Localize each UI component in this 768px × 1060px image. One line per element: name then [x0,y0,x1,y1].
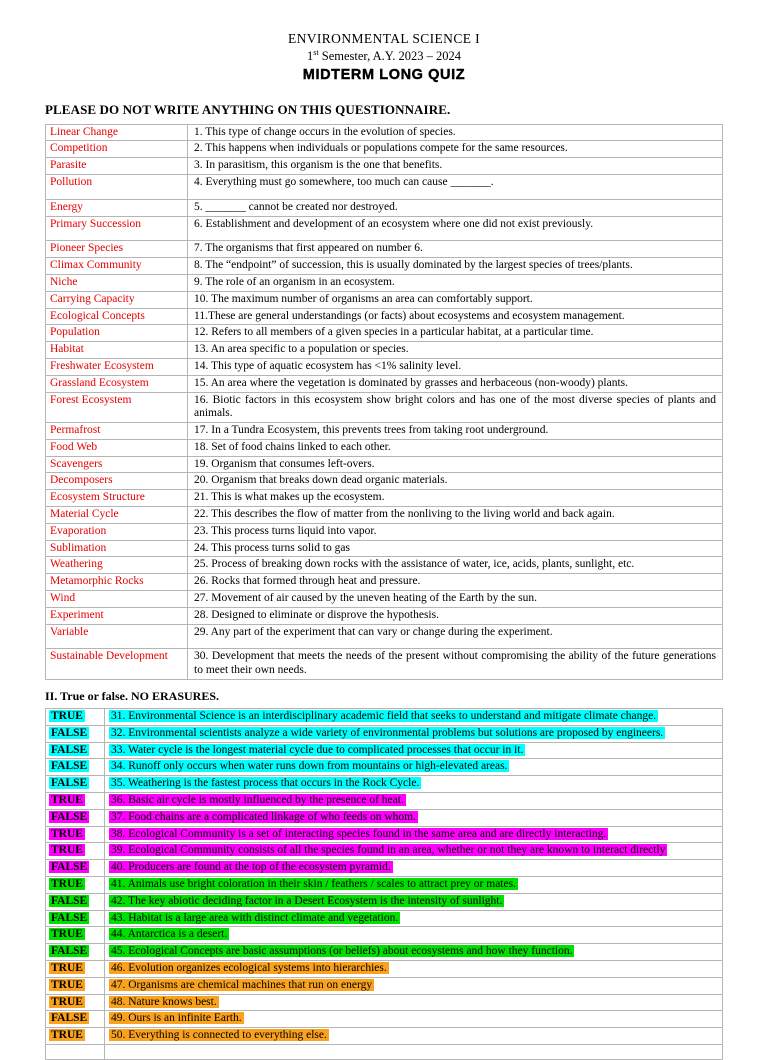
tf-statement-text: 34. Runoff only occurs when water runs down from mountains or high-elevated areas. [111,760,508,773]
tf-statement-cell [105,776,723,793]
tf-answer-label: FALSE [51,743,88,756]
question-cell: 2. This happens when individuals or populations compete for the same resources. [188,141,723,158]
answer-cell: Ecological Concepts [46,308,188,325]
answer-cell: Sublimation [46,540,188,557]
tf-answer-cell [46,1044,105,1059]
answer-cell: Freshwater Ecosystem [46,358,188,375]
truefalse-row [46,826,723,843]
tf-answer-cell [46,860,105,877]
tf-answer-cell [46,843,105,860]
answer-cell: Evaporation [46,523,188,540]
truefalse-row [46,759,723,776]
section2-heading: II. True or false. NO ERASURES. [45,689,220,704]
tf-answer-cell [46,944,105,961]
tf-statement-cell [105,977,723,994]
answer-cell: Competition [46,141,188,158]
matching-row [46,540,723,557]
tf-statement-cell [105,994,723,1011]
matching-row [46,258,723,275]
matching-row [46,574,723,591]
truefalse-row [46,977,723,994]
question-cell: 15. An area where the vegetation is dominated by grasses and herbaceous (non-woody) plants. [188,375,723,392]
tf-statement-cell [105,860,723,877]
tf-statement-text: 33. Water cycle is the longest material cycle due to complicated processes that occur in it. [111,743,524,756]
answer-cell: Pollution [46,174,188,199]
tf-statement-text: 42. The key abiotic deciding factor in a Desert Ecosystem is the intensity of sunlight. [111,894,503,907]
matching-row [46,241,723,258]
matching-row [46,490,723,507]
quiz-title: MIDTERM LONG QUIZ [302,67,466,84]
semester-line [45,48,723,65]
matching-row [46,473,723,490]
truefalse-row [46,893,723,910]
matching-row [46,423,723,440]
tf-statement-cell [105,1028,723,1045]
question-cell: 4. Everything must go somewhere, too much can cause _______. [188,174,723,199]
answer-cell: Climax Community [46,258,188,275]
question-cell: 20. Organism that breaks down dead organic materials. [188,473,723,490]
tf-answer-label: FALSE [51,810,88,823]
tf-answer-label: TRUE [51,794,83,807]
tf-statement-text: 39. Ecological Community consists of all the species found in an area, whether or not they are known to interact directly [111,844,666,857]
question-cell: 16. Biotic factors in this ecosystem show bright colors and has one of the most diverse species of plants and animals. [188,392,723,423]
course-title: ENVIRONMENTAL SCIENCE I [287,31,481,46]
matching-row [46,557,723,574]
matching-row [46,308,723,325]
tf-statement-text: 38. Ecological Community is a set of interacting species found in the same area and are directly interacting. [111,827,607,840]
matching-row [46,216,723,241]
truefalse-row [46,793,723,810]
answer-cell: Linear Change [46,124,188,141]
answer-cell: Decomposers [46,473,188,490]
question-cell: 3. In parasitism, this organism is the one that benefits. [188,158,723,175]
matching-row [46,199,723,216]
tf-answer-label: FALSE [51,777,88,790]
truefalse-row [46,1011,723,1028]
semester-ordinal: st [313,48,319,58]
semester-rest: Semester, A.Y. 2023 – 2024 [318,49,461,64]
question-cell: 12. Refers to all members of a given species in a particular habitat, at a particular time. [188,325,723,342]
answer-cell: Scavengers [46,456,188,473]
question-cell: 6. Establishment and development of an ecosystem where one did not exist previously. [188,216,723,241]
question-cell: 28. Designed to eliminate or disprove the hypothesis. [188,607,723,624]
question-cell: 19. Organism that consumes left-overs. [188,456,723,473]
answer-cell: Parasite [46,158,188,175]
truefalse-row [46,927,723,944]
tf-answer-label: TRUE [51,844,83,857]
tf-statement-cell [105,742,723,759]
truefalse-row [46,860,723,877]
matching-row [46,624,723,649]
truefalse-row [46,1044,723,1059]
matching-row [46,274,723,291]
question-cell: 29. Any part of the experiment that can vary or change during the experiment. [188,624,723,649]
tf-statement-text: 47. Organisms are chemical machines that run on energy [111,978,373,991]
tf-statement-text: 49. Ours is an infinite Earth. [111,1012,242,1025]
question-cell: 8. The “endpoint” of succession, this is usually dominated by the largest species of trees/plants. [188,258,723,275]
question-cell: 14. This type of aquatic ecosystem has <1% salinity level. [188,358,723,375]
answer-cell: Habitat [46,342,188,359]
tf-answer-label: TRUE [51,827,83,840]
matching-row [46,174,723,199]
tf-answer-cell [46,776,105,793]
answer-cell: Permafrost [46,423,188,440]
question-cell: 27. Movement of air caused by the uneven heating of the Earth by the sun. [188,591,723,608]
answer-cell: Pioneer Species [46,241,188,258]
tf-statement-text: 31. Environmental Science is an interdisciplinary academic field that seeks to understand and mitigate climate change. [111,710,657,723]
truefalse-row [46,994,723,1011]
semester-prefix: 1 [307,49,314,64]
answer-cell: Carrying Capacity [46,291,188,308]
tf-answer-label: FALSE [51,911,88,924]
tf-answer-label: FALSE [51,760,88,773]
tf-statement-text: 41. Animals use bright coloration in their skin / feathers / scales to attract prey or mates. [111,878,516,891]
matching-row [46,325,723,342]
tf-statement-cell [105,961,723,978]
question-cell: 22. This describes the flow of matter from the nonliving to the living world and back again. [188,507,723,524]
matching-row [46,141,723,158]
truefalse-row [46,725,723,742]
tf-statement-cell [105,927,723,944]
tf-answer-cell [46,742,105,759]
tf-statement-cell [105,893,723,910]
truefalse-row [46,944,723,961]
tf-statement-cell [105,944,723,961]
tf-answer-cell [46,809,105,826]
question-cell: 23. This process turns liquid into vapor. [188,523,723,540]
matching-row [46,158,723,175]
tf-answer-cell [46,893,105,910]
tf-statement-cell [105,809,723,826]
tf-statement-text: 37. Food chains are a complicated linkage of who feeds on whom. [111,810,416,823]
truefalse-row [46,776,723,793]
matching-row [46,591,723,608]
document-header [45,30,723,86]
matching-row [46,649,723,680]
tf-answer-cell [46,793,105,810]
tf-answer-cell [46,927,105,944]
tf-answer-label: TRUE [51,1029,83,1042]
matching-row [46,375,723,392]
tf-statement-text: 44. Antarctica is a desert. [111,928,228,941]
tf-statement-cell [105,709,723,726]
truefalse-row [46,910,723,927]
tf-answer-label: TRUE [51,995,83,1008]
tf-statement-cell [105,843,723,860]
tf-statement-text: 32. Environmental scientists analyze a wide variety of environmental problems but solutions are proposed by engineers. [111,726,664,739]
tf-answer-label: TRUE [51,978,83,991]
tf-statement-cell [105,759,723,776]
tf-answer-cell [46,877,105,894]
matching-row [46,342,723,359]
question-cell: 24. This process turns solid to gas [188,540,723,557]
tf-answer-cell [46,1028,105,1045]
tf-statement-text: 46. Evolution organizes ecological systems into hierarchies. [111,962,387,974]
answer-cell: Experiment [46,607,188,624]
question-cell: 10. The maximum number of organisms an area can comfortably support. [188,291,723,308]
tf-answer-label: FALSE [51,726,88,739]
tf-answer-cell [46,994,105,1011]
question-cell: 9. The role of an organism in an ecosystem. [188,274,723,291]
tf-statement-cell [105,725,723,742]
answer-cell: Ecosystem Structure [46,490,188,507]
tf-statement-cell [105,826,723,843]
tf-answer-cell [46,826,105,843]
tf-statement-cell [105,1044,723,1059]
matching-row [46,392,723,423]
answer-cell: Forest Ecosystem [46,392,188,423]
tf-statement-text: 50. Everything is connected to everything else. [111,1029,327,1042]
tf-answer-cell [46,910,105,927]
answer-cell: Energy [46,199,188,216]
truefalse-row [46,1028,723,1045]
answer-cell: Food Web [46,439,188,456]
question-cell: 7. The organisms that first appeared on number 6. [188,241,723,258]
tf-statement-cell [105,910,723,927]
tf-answer-label: FALSE [51,894,88,907]
tf-answer-cell [46,977,105,994]
answer-cell: Population [46,325,188,342]
tf-answer-cell [46,709,105,726]
answer-cell: Wind [46,591,188,608]
tf-answer-cell [46,759,105,776]
question-cell: 13. An area specific to a population or species. [188,342,723,359]
matching-row [46,507,723,524]
truefalse-row [46,742,723,759]
tf-answer-cell [46,725,105,742]
instruction-line: PLEASE DO NOT WRITE ANYTHING ON THIS QUESTIONNAIRE. [45,101,451,117]
tf-statement-cell [105,1011,723,1028]
question-cell: 5. _______ cannot be created nor destroyed. [188,199,723,216]
truefalse-row [46,843,723,860]
tf-answer-cell [46,961,105,978]
answer-cell: Weathering [46,557,188,574]
truefalse-row [46,809,723,826]
matching-row [46,523,723,540]
tf-answer-cell [46,1011,105,1028]
matching-row [46,439,723,456]
tf-answer-label: TRUE [51,962,83,974]
answer-cell: Material Cycle [46,507,188,524]
tf-statement-text: 43. Habitat is a large area with distinct climate and vegetation. [111,911,399,924]
tf-statement-text: 35. Weathering is the fastest process that occurs in the Rock Cycle. [111,777,420,790]
tf-answer-label: FALSE [51,1012,88,1025]
answer-cell: Grassland Ecosystem [46,375,188,392]
answer-cell: Variable [46,624,188,649]
question-cell: 25. Process of breaking down rocks with the assistance of water, ice, acids, plants, sunlight, etc. [188,557,723,574]
truefalse-table [45,708,723,1060]
tf-statement-cell [105,877,723,894]
tf-statement-text: 40. Producers are found at the top of the ecosystem pyramid. [111,861,391,874]
matching-row [46,291,723,308]
answer-cell: Niche [46,274,188,291]
tf-statement-text: 48. Nature knows best. [111,995,217,1008]
answer-cell: Sustainable Development [46,649,188,680]
answer-cell: Metamorphic Rocks [46,574,188,591]
tf-statement-cell [105,793,723,810]
tf-answer-label: TRUE [51,710,83,723]
question-cell: 26. Rocks that formed through heat and pressure. [188,574,723,591]
question-cell: 11.These are general understandings (or facts) about ecosystems and ecosystem management. [188,308,723,325]
question-cell: 1. This type of change occurs in the evolution of species. [188,124,723,141]
tf-answer-label: FALSE [51,861,88,874]
question-cell: 18. Set of food chains linked to each other. [188,439,723,456]
matching-table [45,124,723,681]
matching-row [46,456,723,473]
matching-row [46,124,723,141]
matching-table-body [46,124,723,680]
tf-statement-text: 36. Basic air cycle is mostly influenced by the presence of heat. [111,794,404,807]
tf-answer-label: TRUE [51,878,83,891]
question-cell: 17. In a Tundra Ecosystem, this prevents trees from taking root underground. [188,423,723,440]
truefalse-row [46,961,723,978]
tf-answer-label: FALSE [51,945,88,958]
answer-cell: Primary Succession [46,216,188,241]
matching-row [46,358,723,375]
tf-statement-text: 45. Ecological Concepts are basic assumptions (or beliefs) about ecosystems and how they function. [111,945,573,958]
truefalse-row [46,709,723,726]
matching-row [46,607,723,624]
tf-answer-label: TRUE [51,928,83,941]
truefalse-table-body [46,709,723,1060]
question-cell: 21. This is what makes up the ecosystem. [188,490,723,507]
question-cell: 30. Development that meets the needs of the present without compromising the ability of the future generations to meet their own needs. [188,649,723,680]
truefalse-row [46,877,723,894]
